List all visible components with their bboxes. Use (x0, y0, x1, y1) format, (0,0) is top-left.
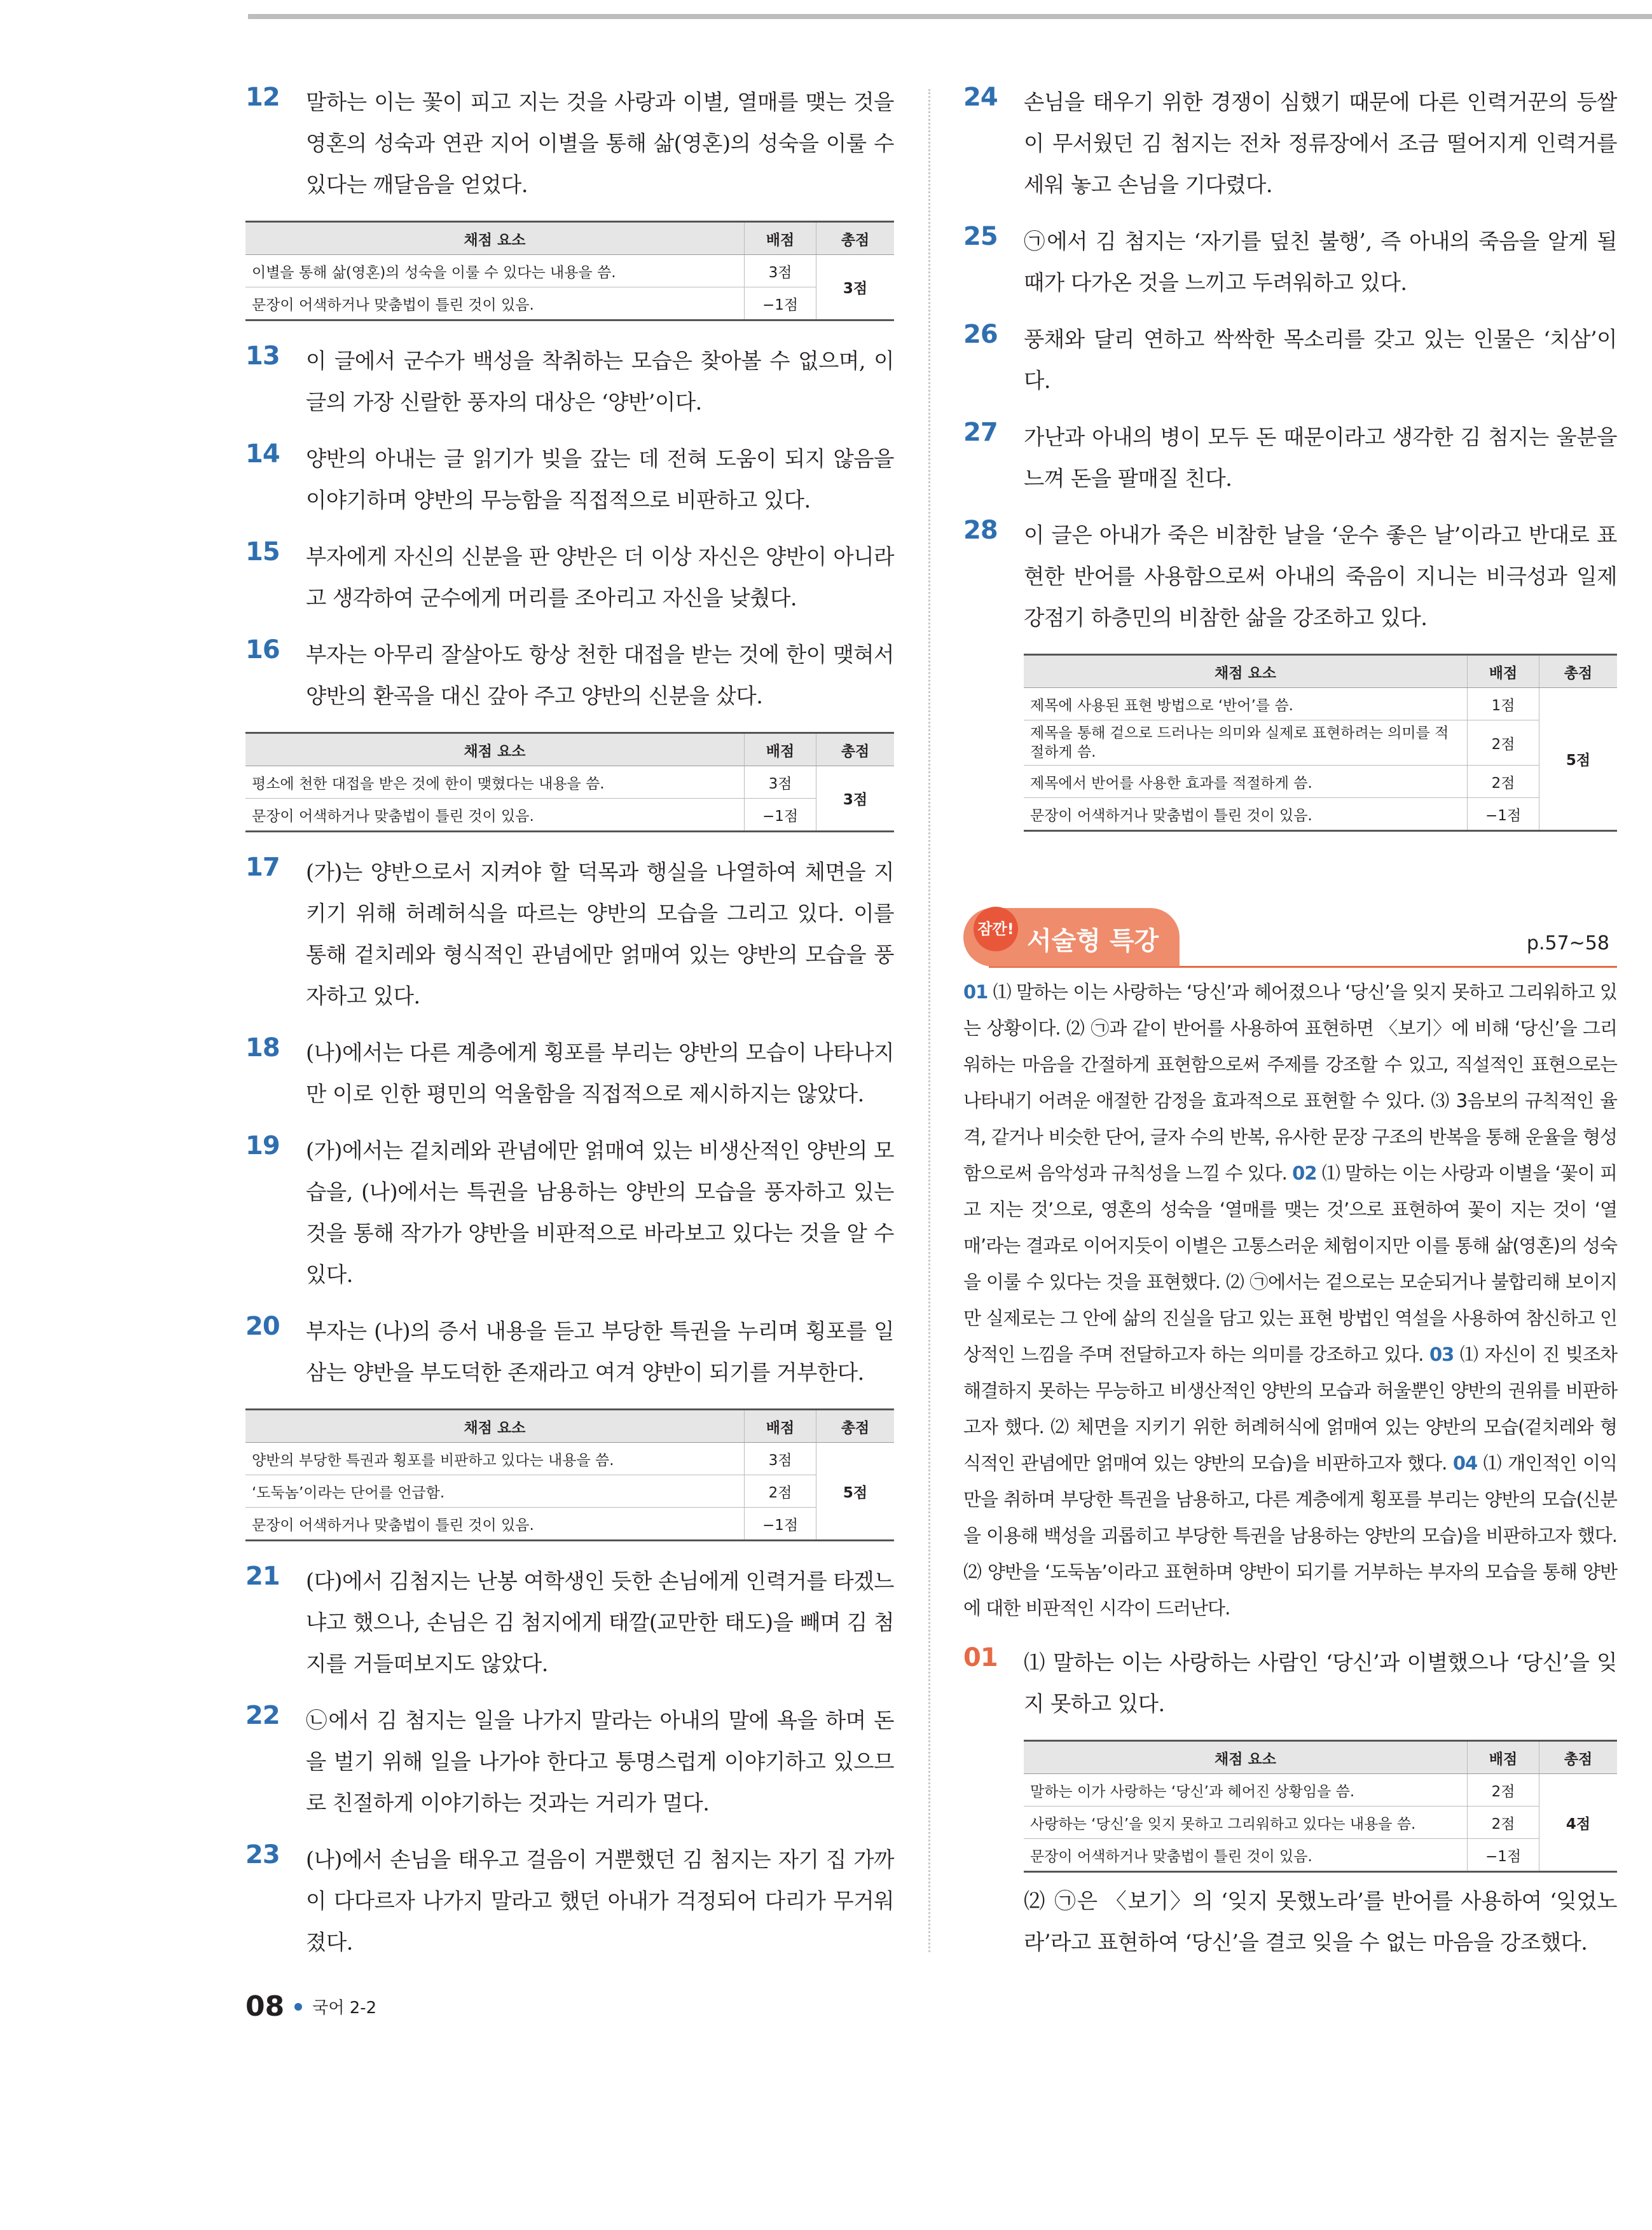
table-cell: 2점 (745, 1475, 816, 1508)
answer-text: (다)에서 김첨지는 난봉 여학생인 듯한 손님에게 인력거를 타겠느냐고 했으나, 손님은 김 첨지에게 태깔(교만한 태도)을 빼며 김 첨지를 거들떠보지도 않았다. (306, 1569, 894, 1676)
col-total: 총점 (1539, 655, 1618, 688)
answer-text: ㉡에서 김 첨지는 일을 나가지 말라는 아내의 말에 욕을 하며 돈을 벌기 위해 일을 나가야 한다고 퉁명스럽게 이야기하고 있으므로 친절하게 이야기하는 것과는 거리가 멀다. (306, 1708, 894, 1815)
col-item: 채점 요소 (245, 222, 745, 255)
scoring-table-12 (245, 221, 894, 321)
table-cell: −1점 (745, 799, 816, 832)
page-footer (245, 1990, 376, 2023)
answer-number: 26 (963, 320, 998, 349)
table-total: 5점 (816, 1443, 895, 1541)
answer-number: 20 (245, 1312, 280, 1341)
answer-28 (963, 514, 1617, 638)
col-points: 배점 (745, 1410, 816, 1443)
table-cell: 1점 (1468, 688, 1539, 720)
answer-number: 23 (245, 1840, 280, 1869)
table-cell: 2점 (1468, 720, 1539, 766)
answer-text: 부자는 (나)의 증서 내용을 듣고 부당한 특권을 누리며 횡포를 일삼는 양반을 부도덕한 존재라고 여겨 양반이 되기를 거부한다. (306, 1319, 894, 1385)
table-cell: ‘도둑놈’이라는 단어를 언급함. (245, 1475, 745, 1508)
table-cell: 2점 (1468, 1807, 1539, 1839)
table-cell: −1점 (1468, 1839, 1539, 1872)
bullet-icon (294, 2003, 302, 2011)
col-item: 채점 요소 (1024, 655, 1468, 688)
answer-text: 양반의 아내는 글 읽기가 빚을 갚는 데 전혀 도움이 되지 않음을 이야기하며 양반의 무능함을 직접적으로 비판하고 있다. (306, 446, 894, 513)
table-total: 5점 (1539, 688, 1618, 831)
answer-text: (가)는 양반으로서 지켜야 할 덕목과 행실을 나열하여 체면을 지키기 위해 허례허식을 따르는 양반의 모습을 그리고 있다. 이를 통해 겉치레와 형식적인 관념에만 얽매여 있는 양반의 모습을 풍자하고 있다. (306, 860, 894, 1008)
answer-number: 15 (245, 537, 280, 567)
table-cell: 말하는 이가 사랑하는 ‘당신’과 헤어진 상황임을 씀. (1024, 1774, 1468, 1807)
answer-text: (가)에서는 겉치레와 관념에만 얽매여 있는 비생산적인 양반의 모습을, (나)에서는 특권을 남용하는 양반의 모습을 풍자하고 있는 것을 통해 작가가 양반을 비판적으로 바라보고 있다는 것을 알 수 있다. (306, 1138, 894, 1287)
book-title: 국어 2-2 (312, 1999, 377, 2018)
answer-22 (245, 1700, 894, 1824)
answer-text: 손님을 태우기 위한 경쟁이 심했기 때문에 다른 인력거꾼의 등쌀이 무서웠던 김 첨지는 전차 정류장에서 조금 떨어지게 인력거를 세워 놓고 손님을 기다렸다. (1024, 90, 1617, 197)
section-title: 서술형 특강 (1027, 926, 1159, 956)
table-cell: 이별을 통해 삶(영혼)의 성숙을 이룰 수 있다는 내용을 씀. (245, 255, 745, 287)
table-cell: −1점 (745, 287, 816, 320)
para-number: 01 (963, 981, 988, 1003)
col-item: 채점 요소 (245, 1410, 745, 1443)
table-cell: 3점 (745, 255, 816, 287)
answer-number: 22 (245, 1701, 280, 1730)
col-points: 배점 (1468, 1741, 1539, 1774)
top-rule (248, 14, 1652, 19)
answer-text: 이 글에서 군수가 백성을 착취하는 모습은 찾아볼 수 없으며, 이 글의 가장 신랄한 풍자의 대상은 ‘양반’이다. (306, 348, 894, 415)
col-total: 총점 (816, 733, 895, 766)
answer-number: 25 (963, 222, 998, 251)
para-text: ⑴ 개인적인 이익만을 취하며 부당한 특권을 남용하고, 다른 계층에게 횡포를 부리는 양반의 모습(신분을 이용해 백성을 괴롭히고 부당한 특권을 남용하는 양반의 모습)을 비판하고자 했다. ⑵ 양반을 ‘도둑놈’이라고 표현하며 양반이 되기를 거부하는 부자의 모습을 통해 양반에 대한 비판적인 시각이 드러난다. (963, 1452, 1618, 1619)
table-cell: 3점 (745, 1443, 816, 1475)
answer-16 (245, 634, 894, 717)
para-text: ⑴ 말하는 이는 사랑하는 ‘당신’과 헤어졌으나 ‘당신’을 잊지 못하고 그리워하고 있는 상황이다. ⑵ ㉠과 같이 반어를 사용하여 표현하면 〈보기〉에 비해 ‘당신’을 그리워하는 마음을 간절하게 표현함으로써 주제를 강조할 수 있고, 직설적인 표현으로는 나타내기 어려운 애절한 감정을 효과적으로 표현할 수 있다. ⑶ 3음보의 규칙적인 율격, 같거나 비슷한 단어, 글자 수의 반복, 유사한 문장 구조의 반복을 통해 운율을 형성함으로써 음악성과 규칙성을 느낄 수 있다. (963, 981, 1617, 1184)
answer-number: 13 (245, 341, 280, 371)
answer-number: 27 (963, 418, 998, 447)
answer-21 (245, 1560, 894, 1684)
table-cell: 제목을 통해 겉으로 드러나는 의미와 실제로 표현하려는 의미를 적절하게 씀. (1024, 720, 1468, 766)
answer-number: 12 (245, 83, 280, 112)
answer-20 (245, 1311, 894, 1393)
table-cell: 3점 (745, 766, 816, 799)
answer-17 (245, 851, 894, 1017)
scoring-table-01 (1024, 1740, 1617, 1873)
answer-13 (245, 340, 894, 423)
table-cell: 평소에 천한 대접을 받은 것에 한이 맺혔다는 내용을 씀. (245, 766, 745, 799)
table-cell: 2점 (1468, 1774, 1539, 1807)
table-cell: 문장이 어색하거나 맞춤법이 틀린 것이 있음. (245, 799, 745, 832)
answer-text: 풍채와 달리 연하고 싹싹한 목소리를 갖고 있는 인물은 ‘치삼’이다. (1024, 327, 1617, 393)
para-number: 03 (1429, 1344, 1454, 1365)
answer-text: 부자에게 자신의 신분을 판 양반은 더 이상 자신은 양반이 아니라고 생각하여 군수에게 머리를 조아리고 자신을 낮췄다. (306, 544, 894, 610)
left-column (245, 81, 894, 1978)
answer-25 (963, 221, 1617, 303)
table-cell: 문장이 어색하거나 맞춤법이 틀린 것이 있음. (245, 287, 745, 320)
answer-text: 부자는 아무리 잘살아도 항상 천한 대접을 받는 것에 한이 맺혀서 양반의 환곡을 대신 갚아 주고 양반의 신분을 샀다. (306, 642, 894, 708)
answer-18 (245, 1032, 894, 1115)
badge: 잠깐! (974, 907, 1018, 951)
table-cell: 문장이 어색하거나 맞춤법이 틀린 것이 있음. (1024, 798, 1468, 831)
answer-number: 16 (245, 635, 280, 664)
answer-text: (나)에서는 다른 계층에게 횡포를 부리는 양반의 모습이 나타나지만 이로 인한 평민의 억울함을 직접적으로 제시하지는 않았다. (306, 1040, 894, 1106)
col-total: 총점 (1539, 1741, 1618, 1774)
answer-24 (963, 81, 1617, 205)
table-total: 3점 (816, 766, 895, 832)
answer-15 (245, 536, 894, 619)
scoring-table-28 (1024, 654, 1617, 832)
table-cell: −1점 (1468, 798, 1539, 831)
table-total: 3점 (816, 255, 895, 320)
col-points: 배점 (745, 222, 816, 255)
para-text: ⑴ 말하는 이는 사랑과 이별을 ‘꽃이 피고 지는 것’으로, 영혼의 성숙을 ‘열매를 맺는 것’으로 표현하여 꽃이 지는 것이 ‘열매’라는 결과로 이어지듯이 이별은 고통스러운 체험이지만 이를 통해 삶(영혼)의 성숙을 이룰 수 있다는 것을 표현했다. ⑵ ㉠에서는 겉으로는 모순되거나 불합리해 보이지만 실제로는 그 안에 삶의 진실을 담고 있는 표현 방법인 역설을 사용하여 참신하고 인상적인 느낌을 주며 전달하고자 하는 의미를 강조하고 있다. (963, 1162, 1618, 1365)
table-cell: 문장이 어색하거나 맞춤법이 틀린 것이 있음. (1024, 1839, 1468, 1872)
table-cell: 제목에 사용된 표현 방법으로 ‘반어’를 씀. (1024, 688, 1468, 720)
col-points: 배점 (745, 733, 816, 766)
para-number: 02 (1292, 1162, 1317, 1184)
answer-26 (963, 319, 1617, 401)
answer-text: 말하는 이는 꽃이 피고 지는 것을 사랑과 이별, 열매를 맺는 것을 영혼의 성숙과 연관 지어 이별을 통해 삶(영혼)의 성숙을 이룰 수 있다는 깨달음을 얻었다. (306, 90, 894, 197)
answer-number: 19 (245, 1131, 280, 1160)
col-item: 채점 요소 (1024, 1741, 1468, 1774)
answer-19 (245, 1130, 894, 1295)
answer-number: 18 (245, 1033, 280, 1063)
answer-number: 24 (963, 83, 998, 112)
para-number: 04 (1452, 1452, 1478, 1474)
answer-text: 가난과 아내의 병이 모두 돈 때문이라고 생각한 김 첨지는 울분을 느껴 돈을 팔매질 친다. (1024, 425, 1617, 491)
col-total: 총점 (816, 222, 895, 255)
page-number: 08 (245, 1990, 285, 2023)
table-cell: 2점 (1468, 766, 1539, 798)
col-total: 총점 (816, 1410, 895, 1443)
answer-number: 28 (963, 516, 998, 545)
answer-14 (245, 438, 894, 521)
scoring-table-20 (245, 1408, 894, 1541)
special-lecture-header (963, 908, 1617, 974)
answer-number: 14 (245, 439, 280, 469)
col-points: 배점 (1468, 655, 1539, 688)
answer-number: 01 (963, 1643, 998, 1672)
answer-text: (나)에서 손님을 태우고 걸음이 거뿐했던 김 첨지는 자기 집 가까이 다다르자 나가지 말라고 했던 아내가 걱정되어 다리가 무거워졌다. (306, 1847, 894, 1955)
answer-27 (963, 416, 1617, 499)
col-item: 채점 요소 (245, 733, 745, 766)
answer-text: ㉠에서 김 첨지는 ‘자기를 덮친 불행’, 즉 아내의 죽음을 알게 될 때가 다가온 것을 느끼고 두려워하고 있다. (1024, 229, 1617, 295)
right-column (963, 81, 1617, 1963)
answer-12 (245, 81, 894, 205)
answer-number: 17 (245, 853, 280, 882)
table-cell: 제목에서 반어를 사용한 효과를 적절하게 씀. (1024, 766, 1468, 798)
answer-01 (963, 1642, 1617, 1724)
table-cell: 양반의 부당한 특권과 횡포를 비판하고 있다는 내용을 씀. (245, 1443, 745, 1475)
table-total: 4점 (1539, 1774, 1618, 1872)
answer-text: 이 글은 아내가 죽은 비참한 날을 ‘운수 좋은 날’이라고 반대로 표현한 반어를 사용함으로써 아내의 죽음이 지니는 비극성과 일제 강점기 하층민의 비참한 삶을 강조하고 있다. (1024, 523, 1617, 630)
answer-01-part2: ⑵ ㉠은 〈보기〉의 ‘잊지 못했노라’를 반어를 사용하여 ‘잊었노라’라고 표현하여 ‘당신’을 결코 잊을 수 없는 마음을 강조했다. (1024, 1889, 1617, 1955)
para-text: ⑴ 자신이 진 빚조차 해결하지 못하는 무능하고 비생산적인 양반의 모습과 허울뿐인 양반의 권위를 비판하고자 했다. ⑵ 체면을 지키기 위한 허례허식에 얽매여 있는 양반의 모습(겉치레와 형식적인 관념에만 얽매여 있는 양반의 모습)을 비판하고자 했다. (963, 1344, 1617, 1474)
table-cell: 사랑하는 ‘당신’을 잊지 못하고 그리워하고 있다는 내용을 씀. (1024, 1807, 1468, 1839)
column-divider (928, 89, 930, 1952)
table-cell: 문장이 어색하거나 맞춤법이 틀린 것이 있음. (245, 1508, 745, 1541)
answer-text: ⑴ 말하는 이는 사랑하는 사람인 ‘당신’과 이별했으나 ‘당신’을 잊지 못하고 있다. (1024, 1650, 1617, 1716)
scoring-table-16 (245, 732, 894, 832)
special-lecture-body (963, 974, 1617, 1627)
page-reference: p.57~58 (1526, 932, 1609, 954)
answer-number: 21 (245, 1562, 280, 1591)
table-cell: −1점 (745, 1508, 816, 1541)
answer-23 (245, 1839, 894, 1963)
